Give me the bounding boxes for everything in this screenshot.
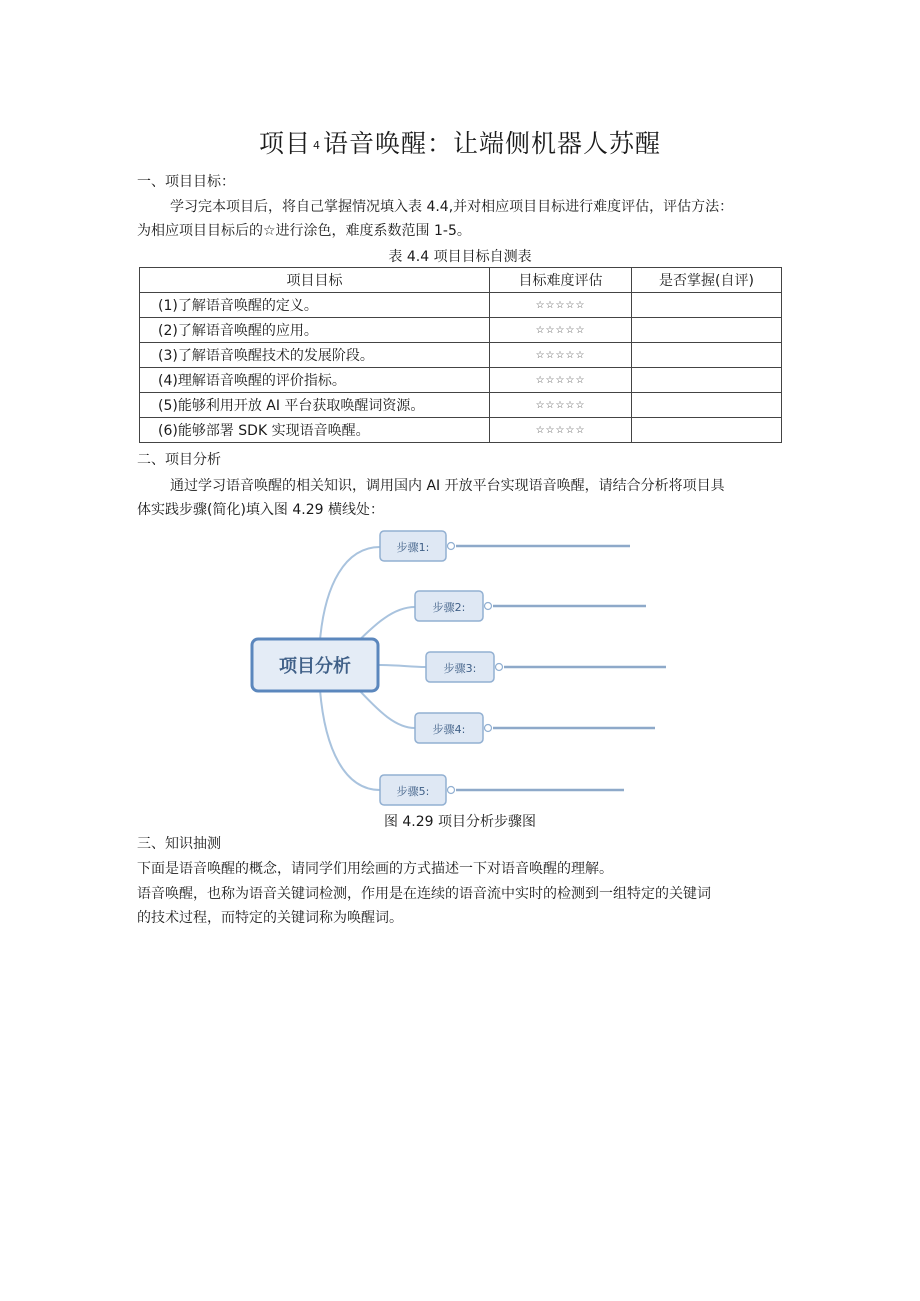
page-title (0, 124, 920, 160)
mastered-cell[interactable] (632, 418, 782, 443)
table-row (140, 368, 782, 393)
goal-cell: (4)理解语音唤醒的评价指标。 (140, 368, 490, 393)
mindmap-step-node (415, 713, 655, 743)
difficulty-stars[interactable]: ☆☆☆☆☆ (490, 343, 632, 368)
section3-line1: 下面是语音唤醒的概念，请同学们用绘画的方式描述一下对语音唤醒的理解。 (137, 861, 613, 877)
title-prefix: 项目 (258, 129, 311, 158)
figure-caption: 图 4.29 项目分析步骤图 (383, 814, 537, 830)
difficulty-stars[interactable]: ☆☆☆☆☆ (490, 393, 632, 418)
table-row (140, 418, 782, 443)
difficulty-stars[interactable]: ☆☆☆☆☆ (490, 418, 632, 443)
step-label: 步骤4: (432, 723, 466, 736)
table-row (140, 293, 782, 318)
mastered-cell[interactable] (632, 393, 782, 418)
title-main: 语音唤醒：让端侧机器人苏醒 (323, 129, 662, 158)
mindmap-diagram (240, 525, 680, 815)
difficulty-stars[interactable]: ☆☆☆☆☆ (490, 318, 632, 343)
difficulty-stars[interactable]: ☆☆☆☆☆ (490, 368, 632, 393)
table-row (140, 318, 782, 343)
section2-paragraph-line1: 通过学习语音唤醒的相关知识，调用国内 AI 开放平台实现语音唤醒，请结合分析将项目具 (170, 478, 725, 494)
mindmap-step-node (380, 775, 624, 805)
goal-cell: (1)了解语音唤醒的定义。 (140, 293, 490, 318)
table-caption: 表 4.4 项目目标自测表 (388, 249, 532, 265)
step-connector-dot (496, 664, 503, 671)
goal-cell: (6)能够部署 SDK 实现语音唤醒。 (140, 418, 490, 443)
section1-paragraph-line1: 学习完本项目后，将自己掌握情况填入表 4.4,并对相应项目目标进行难度评估，评估方法： (170, 199, 734, 215)
step-connector-dot (448, 787, 455, 794)
section2-heading: 二、项目分析 (137, 452, 221, 468)
section3-line3: 的技术过程，而特定的关键词称为唤醒词。 (137, 910, 403, 926)
table-row (140, 343, 782, 368)
table-header-row (140, 268, 782, 293)
mindmap-center-node (252, 639, 378, 691)
mastered-cell[interactable] (632, 343, 782, 368)
mastered-cell[interactable] (632, 293, 782, 318)
mindmap-center-label: 项目分析 (279, 656, 351, 677)
connector-step5 (320, 690, 380, 790)
goal-cell: (2)了解语音唤醒的应用。 (140, 318, 490, 343)
step-label: 步骤1: (396, 541, 430, 554)
connector-step1 (320, 547, 380, 640)
step-label: 步骤2: (432, 601, 466, 614)
table-header-goal: 项目目标 (140, 268, 490, 293)
step-connector-dot (485, 725, 492, 732)
table-header-difficulty: 目标难度评估 (490, 268, 632, 293)
connector-step3 (378, 665, 426, 667)
difficulty-stars[interactable]: ☆☆☆☆☆ (490, 293, 632, 318)
step-label: 步骤5: (396, 785, 430, 798)
step-connector-dot (448, 543, 455, 550)
title-number: 4 (313, 138, 321, 152)
section2-paragraph-line2: 体实践步骤(简化)填入图 4.29 横线处： (137, 502, 384, 518)
step-label: 步骤3: (443, 662, 477, 675)
mindmap-step-node (426, 652, 666, 682)
goal-cell: (3)了解语音唤醒技术的发展阶段。 (140, 343, 490, 368)
goal-cell: (5)能够利用开放 AI 平台获取唤醒词资源。 (140, 393, 490, 418)
section1-paragraph-line2: 为相应项目目标后的☆进行涂色，难度系数范围 1-5。 (137, 223, 471, 239)
step-connector-dot (485, 603, 492, 610)
section3-line2: 语音唤醒，也称为语音关键词检测，作用是在连续的语音流中实时的检测到一组特定的关键词 (137, 886, 711, 902)
section3-heading: 三、知识抽测 (137, 836, 221, 852)
goals-table (139, 267, 782, 443)
mastered-cell[interactable] (632, 318, 782, 343)
table-header-mastered: 是否掌握(自评) (632, 268, 782, 293)
mastered-cell[interactable] (632, 368, 782, 393)
mindmap-step-node (415, 591, 646, 621)
mindmap-step-node (380, 531, 630, 561)
table-row (140, 393, 782, 418)
section1-heading: 一、项目目标： (137, 174, 235, 190)
